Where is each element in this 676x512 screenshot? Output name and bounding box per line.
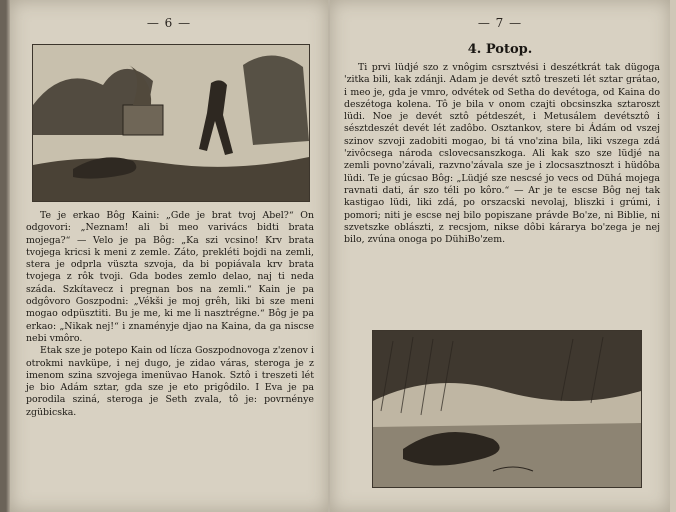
right-body-text bbox=[344, 62, 660, 246]
right-page bbox=[330, 0, 670, 512]
page-number-left: — 6 — bbox=[146, 16, 192, 30]
woodcut-flood bbox=[372, 330, 642, 488]
paragraph: Ti prvi lüdjé szo z vnôgim csrsztvési i deszétkrát tak dügoga 'zitka bili, kak zdánji. Adam je devét sztô treszeti lét sztar grátao, i meo je, gda je vmro, odvétek od Setha do devétoga, od Kaina do deszétoga kolena. Tô je bila v onom czajti obcsinszka sztaroszt lüdi. Noe je devét sztô pétdeszét, i Metusálem devétsztô i sésztdeszét devét lét zadôbo. Osztankov, stere bi Ádám od vszej szinov szvoji zadobiti mogao, bi tá vno'zina bila, liki vszega zdá 'zivôcsega národa cslovecsanszkoga. Ali kak szo sze lüdjé na zemli povno'závali, razvno'závala sze je i zlocsasztnoszt i hüdôba lüdi. Te je gúcsao Bôg: „Lüdjé sze nescsé jo vecs od Dühá mojega ravnati dati, ár szo téli po kôro.“ — Ar je te escse Bôg nej tak kastigao lüdi, liki zdá, po orszacski nevolaj, bliszki i grúmi, i pomori; niti je escse nej bilo popiszane právde Bo'ze, ni Biblie, ni szvetszke oblászti, z recsjom, nikse dôbi kárarya bo'zega je nej bilo, zvúna onoga po DühiBo'zem. bbox=[344, 62, 660, 246]
paragraph: Te je erkao Bôg Kaini: „Gde je brat tvoj Abel?“ On odgovori: „Neznam! ali bi meo varivács bidti brata mojega?“ — Velo je pa Bôg: „Ka szi vcsino! Krv brata tvojega kricsi k meni z zemle. Záto, prekléti bojdi na zemli, stera je odprla vüszta szvoja, da bi popiávala krv brata tvojega z rôk tvoji. Gda bodes zemlo delao, naj ti neda száda. Szkítavecz i pregnan bos na zemli.“ Kain je pa odgôvoro Goszpodni: „Vékši je moj grêh, liki bi sze meni mogao odpüsztiti. Bu je me, ki me li nasztrégne.“ Bôg je pa erkao: „Nikak nej!“ i znaményje djao na Kaina, da ga niscse nebi vmôro. bbox=[26, 210, 314, 344]
left-page bbox=[10, 0, 328, 512]
chapter-title: 4. Potop. bbox=[467, 42, 533, 57]
page-number-right: — 7 — bbox=[477, 16, 523, 30]
paragraph: Etak sze je potepo Kain od lícza Goszpodnovoga z'zenov i otrokmi navküpe, i nej dugo, je zidao váras, steroga je z imenom szina szvojega imenüvao Hanok. Sztô i treszeti lét je bio Adám sztar, gda sze je eto prigôdilo. I Eva je pa porodila sziná, steroga je Seth zvala, tô je: povrnénye zgübicska. bbox=[26, 345, 314, 418]
left-body-text bbox=[26, 210, 314, 419]
woodcut-cain-abel bbox=[32, 44, 310, 202]
